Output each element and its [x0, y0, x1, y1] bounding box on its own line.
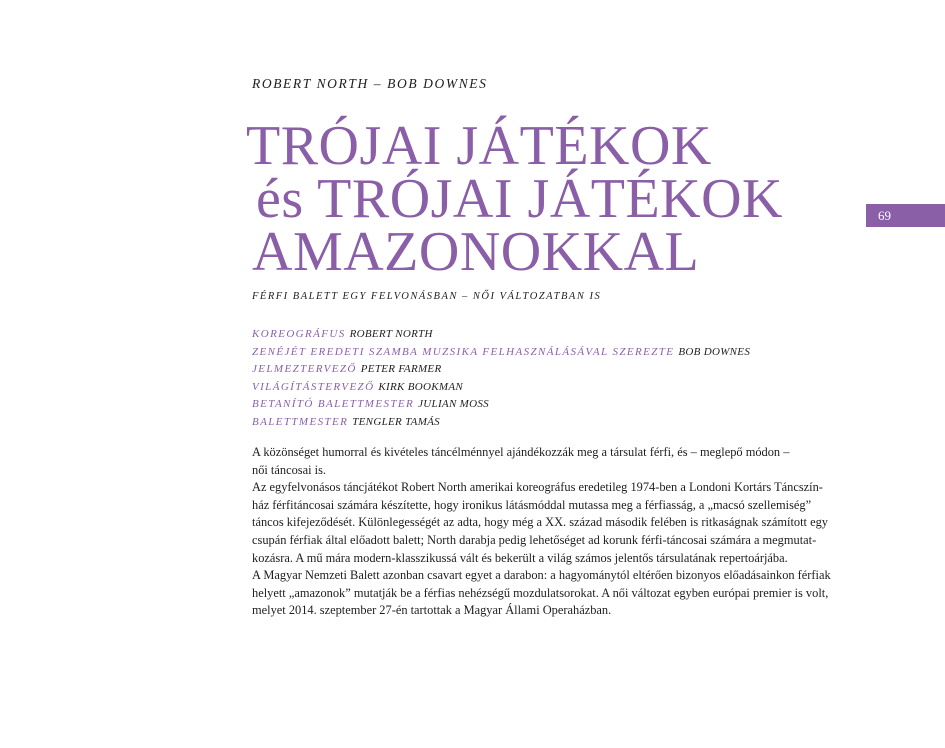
credit-role: BETANÍTÓ BALETTMESTER — [252, 398, 415, 410]
body-line: A Magyar Nemzeti Balett azonban csavart egyet a darabon: a hagyománytól eltérően bizonyos előadásainkon férfiak — [252, 568, 831, 583]
title-line-3: AMAZONOKKAL — [252, 221, 700, 283]
body-line: A közönséget humorral és kivételes táncélménnyel ajándékozzák meg a társulat férfi, és – meglepő módon – — [252, 445, 790, 459]
credit-row — [252, 361, 750, 379]
credit-name: TENGLER TAMÁS — [352, 415, 440, 428]
credit-row — [252, 326, 750, 344]
page-number-tab — [866, 204, 945, 227]
body-line: táncos kifejeződését. Különlegességét az adta, hogy még a XX. század második felében is ritkaságnak számított egy — [252, 515, 828, 530]
page-title — [246, 115, 783, 283]
credit-row — [252, 396, 750, 414]
body-text — [252, 444, 877, 620]
credit-name: PETER FARMER — [360, 363, 442, 375]
subtitle: FÉRFI BALETT EGY FELVONÁSBAN – NŐI VÁLTOZATBAN IS — [252, 291, 602, 302]
page-number: 69 — [878, 208, 891, 223]
credit-row — [252, 379, 750, 397]
body-line: csupán férfiak által előadott balett; North darabja pedig lehetőséget ad korunk férfi-táncosai számára a megmutat- — [252, 532, 817, 547]
authors-line: ROBERT NORTH – BOB DOWNES — [252, 76, 488, 91]
credit-name: JULIAN MOSS — [418, 398, 489, 410]
credit-name: KIRK BOOKMAN — [378, 380, 463, 393]
credit-row — [252, 344, 750, 362]
body-line: Az egyfelvonásos táncjátékot Robert North amerikai koreográfus eredetileg 1974-ben a Londoni Kortárs Táncszín- — [252, 480, 823, 495]
credit-role: KOREOGRÁFUS — [252, 328, 346, 340]
credit-role: VILÁGÍTÁSTERVEZŐ — [252, 380, 375, 393]
body-line: kozásra. A mű mára modern-klasszikussá vált és bekerült a világ számos jelentős társulatának repertoárjába. — [252, 550, 788, 565]
body-line: helyett „amazonok” mutatják be a férfias nehézségű mozdulatsorokat. A női változat egyben európai premier is volt, — [252, 585, 829, 600]
body-line: női táncosai is. — [252, 462, 326, 477]
credit-role: BALETTMESTER — [252, 415, 349, 428]
credit-role: ZENÉJÉT EREDETI SZAMBA MUZSIKA FELHASZNÁLÁSÁVAL SZEREZTE — [252, 345, 675, 358]
credit-role: JELMEZTERVEZŐ — [252, 363, 357, 375]
credits-list — [252, 326, 750, 431]
body-line: melyet 2014. szeptember 27-én tartottak a Magyar Állami Operaházban. — [252, 603, 612, 618]
body-line: ház férfitáncosai számára készítette, hogy ironikus látásmóddal mutassa meg a férfiasság, a „macsó szellemiség” — [252, 497, 812, 512]
credit-name: BOB DOWNES — [678, 345, 751, 358]
title-line-1: TRÓJAI JÁTÉKOK — [246, 115, 712, 177]
credit-row — [252, 414, 750, 432]
credit-name: ROBERT NORTH — [349, 328, 433, 340]
title-line-2: és TRÓJAI JÁTÉKOK — [256, 168, 783, 230]
